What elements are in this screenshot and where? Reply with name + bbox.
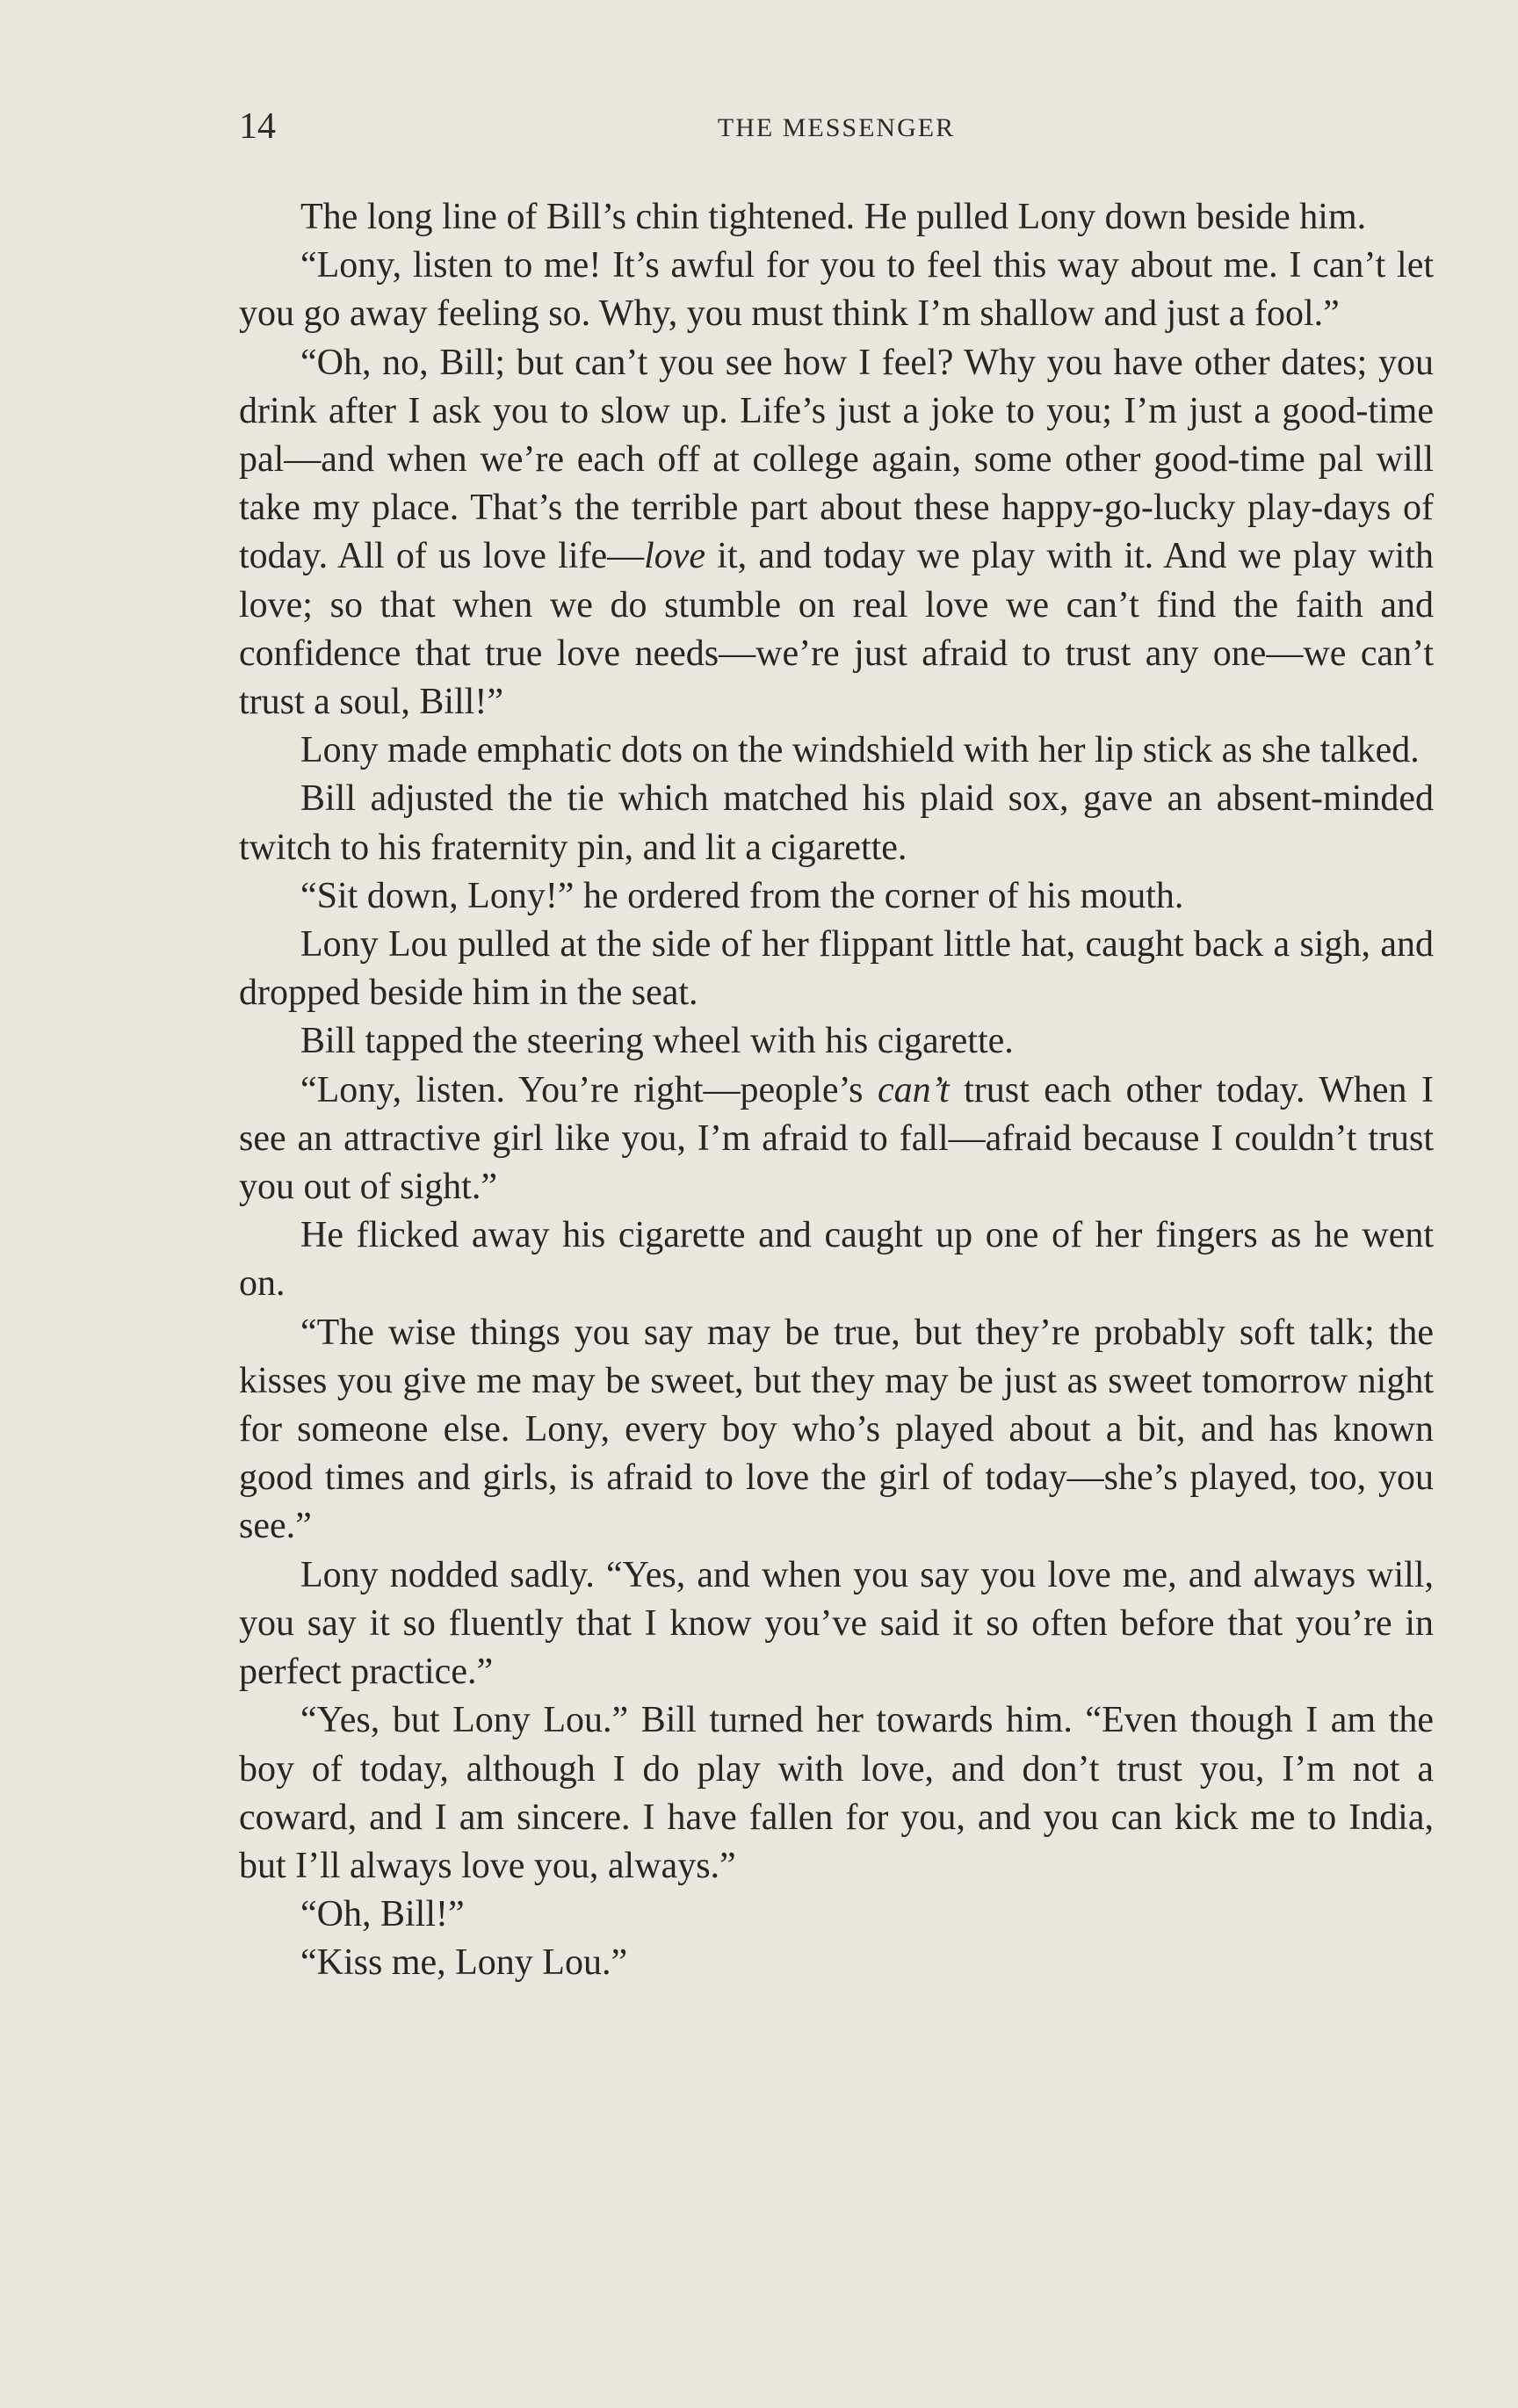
running-head xyxy=(239,104,1434,156)
paragraph: He flicked away his cigarette and caught up one of her fingers as he went on. xyxy=(239,1215,1434,1305)
paragraph: Bill tapped the steering wheel with his cigarette. xyxy=(300,1021,1014,1062)
paragraph: “Sit down, Lony!” he ordered from the corner of his mouth. xyxy=(300,875,1184,916)
paragraph: “Kiss me, Lony Lou.” xyxy=(300,1942,628,1984)
paragraph: “Oh, Bill!” xyxy=(300,1894,465,1935)
paragraph: Bill adjusted the tie which matched his plaid sox, gave an absent-minded twitch to his fraternity pin, and lit a cigarette. xyxy=(239,778,1434,868)
paragraph: Lony made emphatic dots on the windshield with her lip stick as she talked. xyxy=(300,730,1420,771)
running-head-title: THE MESSENGER xyxy=(717,113,956,142)
paragraph: Lony nodded sadly. “Yes, and when you say you love me, and always will, you say it so fluently that I know you’ve said it so often before that you’re in perfect practice.” xyxy=(239,1554,1434,1693)
paragraph: “The wise things you say may be true, but they’re probably soft talk; the kisses you give me may be sweet, but they may be just as sweet tomorrow night for someone else. Lony, every boy who’s played about a bit, and has known good times and girls, is afraid to love the girl of today—she’s played, too, you see.” xyxy=(239,1312,1434,1547)
paragraph: The long line of Bill’s chin tightened. He pulled Lony down beside him. xyxy=(300,197,1367,237)
page-number: 14 xyxy=(239,106,276,147)
emphasis: love xyxy=(644,536,706,577)
paragraph: “Oh, no, Bill; but can’t you see how I feel? Why you have other dates; you drink after I ask you to slow up. Life’s just a joke to you; I’m just a good-time pal—and when we’re each off at college again, some other good-time pal will take my place. That’s the terrible part about these happy-go-lucky play-days of today. All of us love life—love it, and today we play with it. And we play with love; so that when we do stumble on real love we can’t find the faith and confidence that true love needs—we’re just afraid to trust any one—we can’t trust a soul, Bill!” xyxy=(239,342,1434,723)
paragraph: “Lony, listen. You’re right—people’s can’t trust each other today. When I see an attractive girl like you, I’m afraid to fall—afraid because I couldn’t trust you out of sight.” xyxy=(239,1069,1434,1208)
paragraph: “Lony, listen to me! It’s awful for you to feel this way about me. I can’t let you go away feeling so. Why, you must think I’m shallow and just a fool.” xyxy=(239,245,1434,335)
body-text xyxy=(239,193,1434,1988)
emphasis: can’t xyxy=(877,1069,950,1110)
paragraph: Lony Lou pulled at the side of her flippant little hat, caught back a sigh, and dropped beside him in the seat. xyxy=(239,924,1434,1014)
paragraph: “Yes, but Lony Lou.” Bill turned her towards him. “Even though I am the boy of today, although I do play with love, and don’t trust you, I’m not a coward, and I am sincere. I have fallen for you, and you can kick me to India, but I’ll always love you, always.” xyxy=(239,1700,1434,1886)
